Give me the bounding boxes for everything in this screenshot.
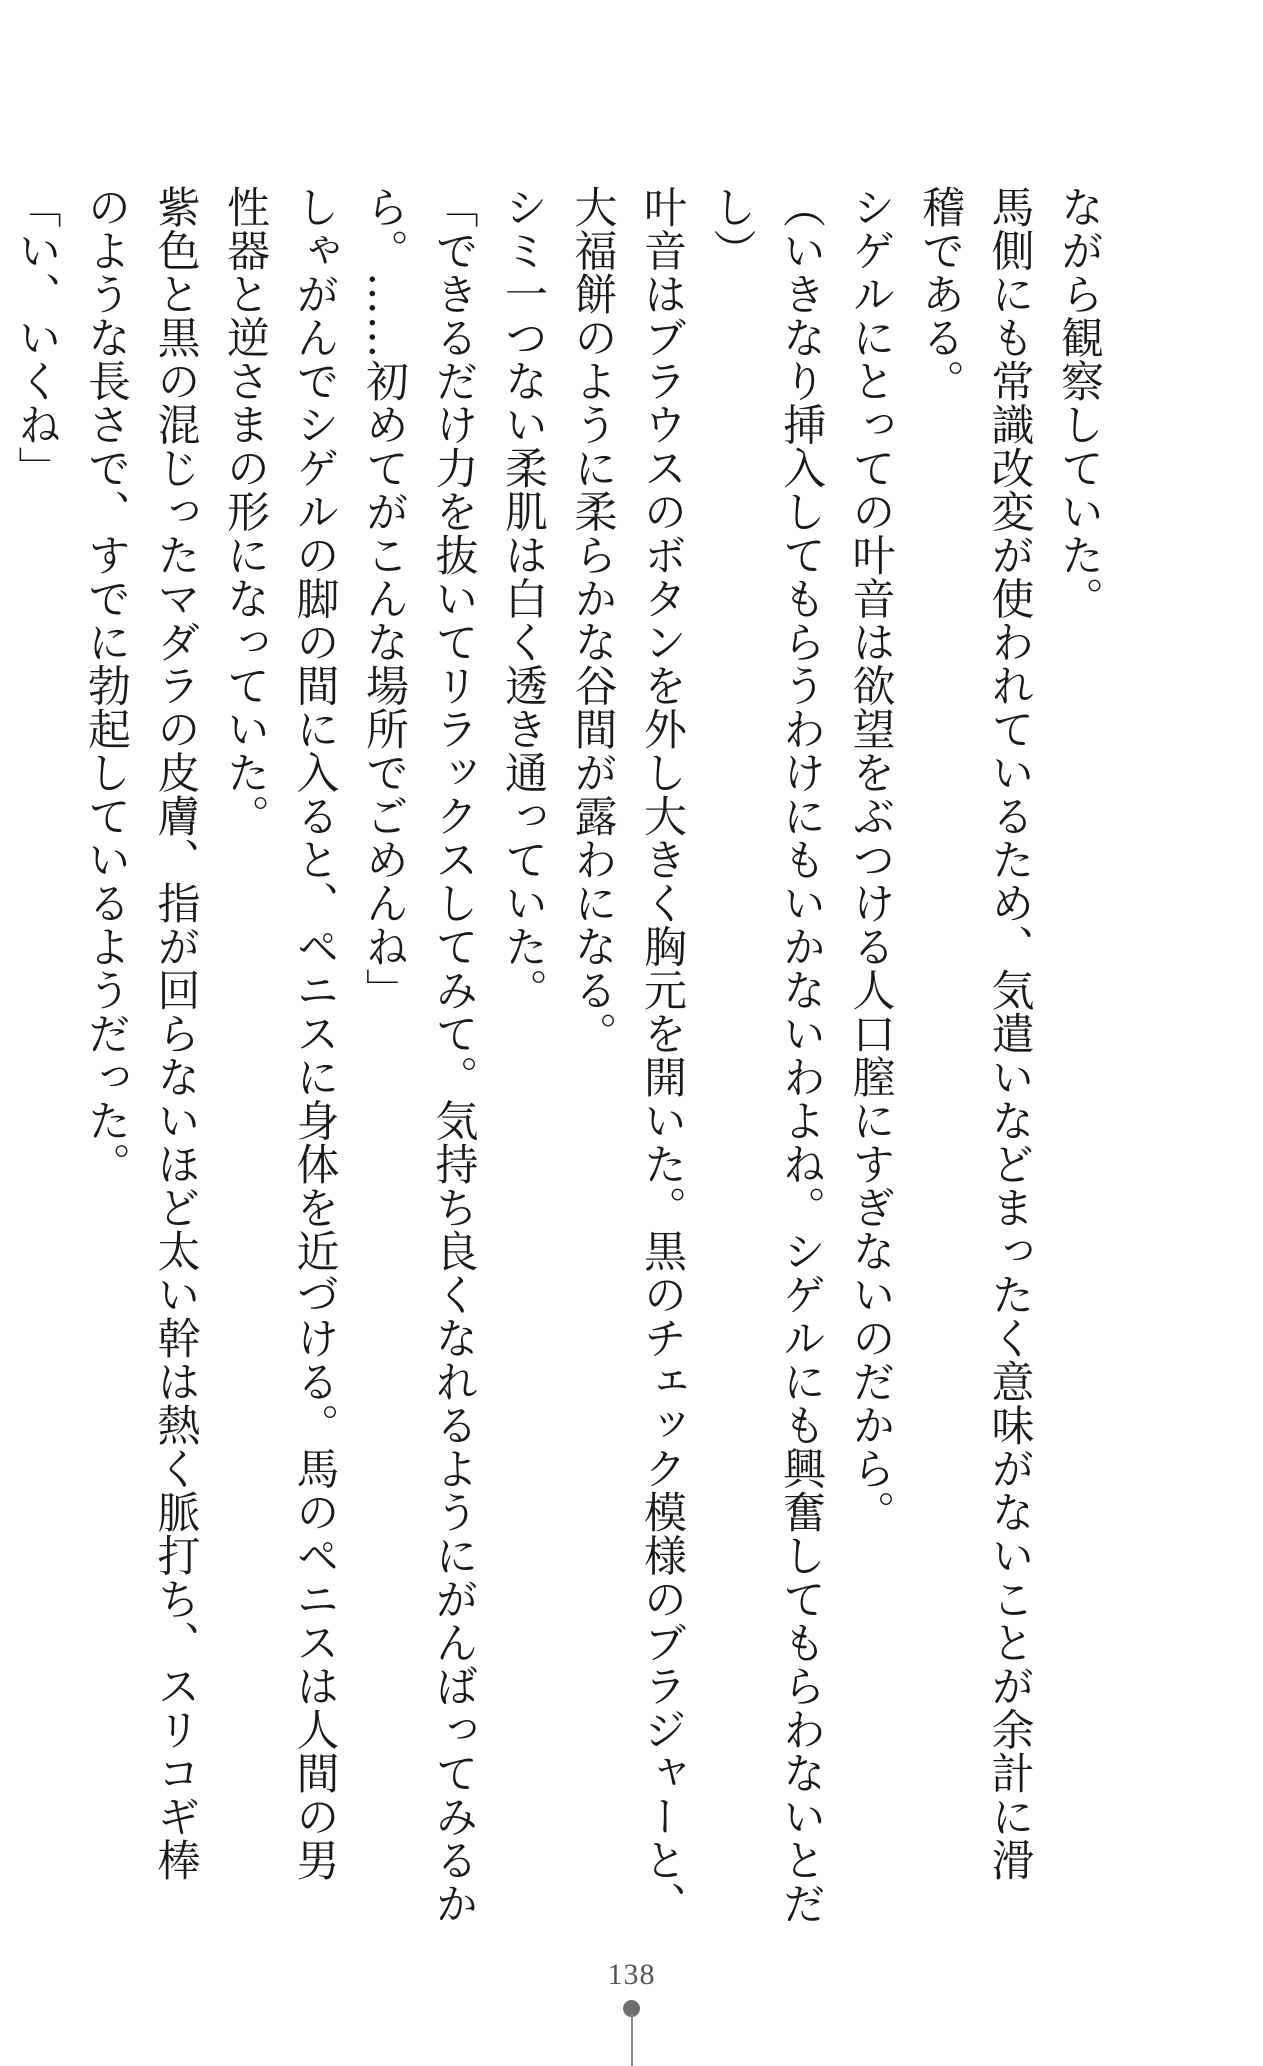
page-number: 138 [607,1958,656,1991]
text-line: 紫色と黒の混じったマダラの皮膚、指が回らないほど太い幹は熱く脈打ち、スリコギ棒 [150,185,201,1882]
text-line: ながら観察していた。 [1054,185,1104,620]
text-line: 性器と逆さまの形になっていた。 [220,185,270,838]
text-line: ら。……初めてがこんな場所でごめんね」 [359,185,409,1012]
text-line: 大福餅のように柔らかな谷間が露わになる。 [567,185,618,1055]
text-line: シミ一つない柔肌は白く透き通っていた。 [498,185,548,1012]
text-line: 馬側にも常識改変が使われているため、気遣いなどまったく意味がないことが余計に滑 [984,185,1035,1882]
text-line: 「できるだけ力を抜いてリラックスしてみて。気持ち良くなれるようにがんばってみるか [428,185,479,1925]
text-line: 「い、いくね」 [11,185,62,490]
text-line: しゃがんでシゲルの脚の間に入ると、ペニスに身体を近づける。馬のペニスは人間の男 [289,185,340,1882]
text-line: （いきなり挿入してもらうわけにもいかないわよね。シゲルにも興奮してもらわないとだ [776,185,826,1925]
page-marker-line [631,2014,633,2066]
novel-text-body [11,185,1113,1925]
text-line: シゲルにとっての叶音は欲望をぶつける人口膣にすぎないのだから。 [845,185,896,1534]
text-line: 叶音はブラウスのボタンを外し大きく胸元を開いた。黒のチェック模様のブラジャーと、 [637,185,687,1925]
text-line: のような長さで、すでに勃起しているようだった。 [81,185,131,1186]
text-line: し） [706,185,757,272]
text-line: 稽である。 [915,185,965,403]
